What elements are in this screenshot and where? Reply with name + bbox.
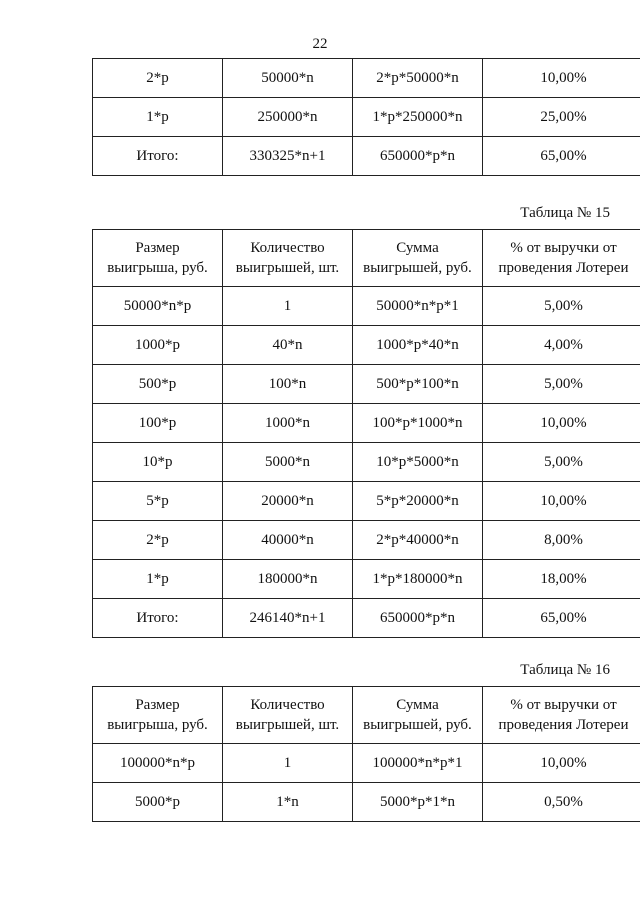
table-row <box>93 326 640 365</box>
table-cell: 1*p*180000*n <box>353 560 483 599</box>
header-line: Количество <box>250 240 325 256</box>
table-cell: 1000*p*40*n <box>353 326 483 365</box>
table-cell: 100*p <box>93 404 223 443</box>
header-line: выигрыша, руб. <box>107 260 208 276</box>
table-cell: 50000*n <box>223 59 353 98</box>
table-16-caption: Таблица № 16 <box>520 662 610 678</box>
table-cell: 1 <box>223 287 353 326</box>
table-row <box>93 59 640 98</box>
header-line: выигрыша, руб. <box>107 717 208 733</box>
table-cell: 1*p <box>93 98 223 137</box>
table-total-row <box>93 137 640 176</box>
table-cell: 0,50% <box>483 783 640 822</box>
header-line: Сумма <box>396 697 439 713</box>
table-cell: 1*p*250000*n <box>353 98 483 137</box>
table-15 <box>92 229 640 638</box>
header-cell <box>483 687 640 744</box>
table-cell: 100*n <box>223 365 353 404</box>
table-row <box>93 482 640 521</box>
table-cell: 500*p*100*n <box>353 365 483 404</box>
header-line: проведения Лотереи <box>498 717 629 733</box>
header-line: % от выручки от <box>510 240 617 256</box>
table-row <box>93 365 640 404</box>
table-cell: 246140*n+1 <box>223 599 353 638</box>
table-cell: 8,00% <box>483 521 640 560</box>
header-cell <box>223 230 353 287</box>
table-row <box>93 783 640 822</box>
table-cell: 100*p*1000*n <box>353 404 483 443</box>
table-cell: 100000*n*p*1 <box>353 744 483 783</box>
header-line: Сумма <box>396 240 439 256</box>
table-cell: 1000*n <box>223 404 353 443</box>
table-cell: 10,00% <box>483 482 640 521</box>
header-line: выигрышей, шт. <box>235 717 340 733</box>
table-cell: 50000*n*p*1 <box>353 287 483 326</box>
table-cell: 500*p <box>93 365 223 404</box>
table-cell: 1*n <box>223 783 353 822</box>
header-line: Размер <box>135 697 180 713</box>
table-row <box>93 560 640 599</box>
table-cell: 5*p*20000*n <box>353 482 483 521</box>
header-line: выигрышей, руб. <box>363 717 472 733</box>
table-cell: 10,00% <box>483 59 640 98</box>
table-cell: 25,00% <box>483 98 640 137</box>
header-cell <box>223 687 353 744</box>
table-cell: 10,00% <box>483 404 640 443</box>
table-cell: 4,00% <box>483 326 640 365</box>
table-cell: 18,00% <box>483 560 640 599</box>
table-cell: 5,00% <box>483 287 640 326</box>
table-cell: 10*p <box>93 443 223 482</box>
table-cell: 330325*n+1 <box>223 137 353 176</box>
table-cell: 65,00% <box>483 599 640 638</box>
header-cell <box>353 687 483 744</box>
table-cell: 10,00% <box>483 744 640 783</box>
header-line: проведения Лотереи <box>498 260 629 276</box>
continued-prize-table <box>92 58 640 176</box>
table-cell: 1*p <box>93 560 223 599</box>
table-cell: 10*p*5000*n <box>353 443 483 482</box>
header-line: % от выручки от <box>510 697 617 713</box>
table-cell: 180000*n <box>223 560 353 599</box>
table-cell: 5*p <box>93 482 223 521</box>
table-row <box>93 744 640 783</box>
table-cell: 650000*p*n <box>353 599 483 638</box>
table-header-row <box>93 230 640 287</box>
table-cell: 40*n <box>223 326 353 365</box>
table-cell: 2*p <box>93 59 223 98</box>
table-cell: 20000*n <box>223 482 353 521</box>
table-row <box>93 404 640 443</box>
table-cell: Итого: <box>93 599 223 638</box>
table-row <box>93 98 640 137</box>
table-cell: 1000*p <box>93 326 223 365</box>
header-cell <box>483 230 640 287</box>
table-cell: Итого: <box>93 137 223 176</box>
table-cell: 65,00% <box>483 137 640 176</box>
table-cell: 250000*n <box>223 98 353 137</box>
table-cell: 5,00% <box>483 443 640 482</box>
table-row <box>93 521 640 560</box>
table-row <box>93 443 640 482</box>
table-cell: 650000*p*n <box>353 137 483 176</box>
table-16 <box>92 686 640 822</box>
table-total-row <box>93 599 640 638</box>
header-line: выигрышей, шт. <box>235 260 340 276</box>
table-row <box>93 287 640 326</box>
header-cell <box>93 687 223 744</box>
table-cell: 5000*p*1*n <box>353 783 483 822</box>
table-cell: 50000*n*p <box>93 287 223 326</box>
page-number: 22 <box>312 36 328 52</box>
header-line: Количество <box>250 697 325 713</box>
header-line: выигрышей, руб. <box>363 260 472 276</box>
table-cell: 2*p*40000*n <box>353 521 483 560</box>
table-cell: 5000*p <box>93 783 223 822</box>
table-cell: 5000*n <box>223 443 353 482</box>
table-cell: 40000*n <box>223 521 353 560</box>
table-cell: 2*p*50000*n <box>353 59 483 98</box>
table-cell: 1 <box>223 744 353 783</box>
table-cell: 2*p <box>93 521 223 560</box>
table-15-caption: Таблица № 15 <box>520 205 610 221</box>
header-line: Размер <box>135 240 180 256</box>
header-cell <box>93 230 223 287</box>
table-cell: 100000*n*p <box>93 744 223 783</box>
header-cell <box>353 230 483 287</box>
table-header-row <box>93 687 640 744</box>
table-cell: 5,00% <box>483 365 640 404</box>
